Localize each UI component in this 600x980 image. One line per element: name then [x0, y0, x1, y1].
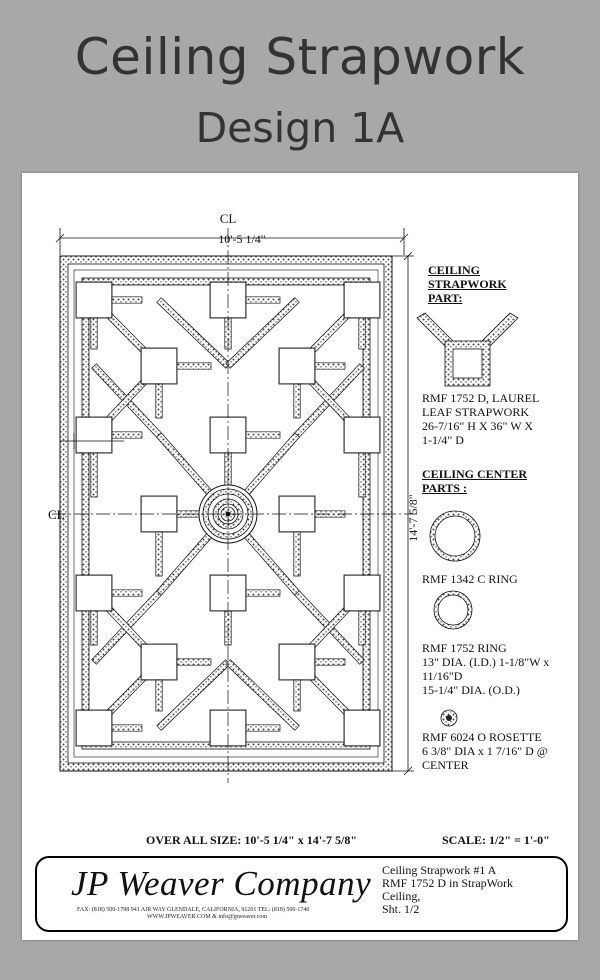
strap-square	[345, 283, 379, 317]
strap-segment	[294, 383, 300, 418]
sheet-info	[382, 864, 513, 916]
ring-1752-label: RMF 1752 RING 13" DIA. (I.D.) 1-1/8"W x 11/16"D 15-1/4" DIA. (O.D.)	[422, 641, 550, 697]
strapwork-part-heading: CEILING STRAPWORK PART:	[428, 263, 507, 305]
strap-segment	[156, 679, 162, 711]
strap-segment	[294, 679, 300, 711]
strap-square	[345, 711, 379, 745]
strap-segment	[176, 659, 211, 665]
strap-square	[280, 349, 314, 383]
centerline-left-label: CL	[48, 507, 65, 522]
strap-segment	[359, 610, 365, 645]
strapwork-part-description: RMF 1752 D, LAUREL LEAF STRAPWORK 26-7/16" H X 36" W X 1-1/4" D	[422, 391, 540, 447]
sheet-type-line: Ceiling,	[382, 889, 421, 903]
sheet-title: Ceiling Strapwork #1 A	[382, 863, 497, 877]
strap-square	[77, 576, 111, 610]
strap-square	[77, 283, 111, 317]
strap-segment	[156, 531, 162, 576]
width-dimension-label: 10'-5 1/4"	[218, 232, 266, 246]
strap-square	[280, 645, 314, 679]
ceiling-center-heading: CEILING CENTER PARTS :	[422, 467, 528, 495]
ring-1342-label: RMF 1342 C RING	[422, 572, 518, 586]
rosette-6024-label: RMF 6024 O ROSETTE 6 3/8" DIA x 1 7/16" D @ CENTER	[422, 730, 548, 772]
rosette-6024-illustration	[441, 710, 457, 726]
strap-segment	[111, 432, 142, 438]
strap-segment	[245, 432, 280, 438]
strapwork-part-illustration	[417, 313, 518, 386]
strap-segment	[111, 297, 142, 303]
strap-segment	[245, 590, 280, 596]
strap-segment	[111, 590, 142, 596]
strap-segment	[91, 610, 97, 645]
strap-segment	[91, 452, 97, 497]
ring-1342-illustration	[430, 511, 480, 561]
height-dimension-label: 14'-7 5/8"	[406, 494, 420, 542]
ring-1752-illustration	[434, 591, 472, 629]
page-title: Ceiling Strapwork	[74, 28, 526, 86]
strap-square	[77, 711, 111, 745]
overall-size-label: OVER ALL SIZE: 10'-5 1/4" x 14'-7 5/8"	[146, 833, 358, 847]
strap-segment	[176, 363, 211, 369]
strap-segment	[314, 659, 345, 665]
strap-square	[345, 418, 379, 452]
strap-square	[142, 645, 176, 679]
strap-square	[142, 349, 176, 383]
company-logo: JP Weaver Company	[71, 864, 372, 903]
sheet-part-line: RMF 1752 D in StrapWork	[382, 876, 514, 890]
strap-segment	[245, 297, 280, 303]
centerline-top-label: CL	[219, 211, 237, 226]
strap-segment	[359, 317, 365, 349]
scale-label: SCALE: 1/2" = 1'-0"	[442, 833, 550, 847]
title-block	[35, 856, 568, 932]
company-web: WWW.JPWEAVER.COM & info@jpweaver.com	[147, 914, 268, 920]
strap-segment	[314, 363, 345, 369]
strap-segment	[359, 452, 365, 497]
strap-square	[77, 418, 111, 452]
strap-segment	[91, 317, 97, 349]
drawing-sheet	[22, 173, 578, 940]
strap-segment	[245, 725, 280, 731]
strap-segment	[156, 383, 162, 418]
strap-square	[345, 576, 379, 610]
sheet-number: Sht. 1/2	[382, 902, 420, 916]
company-address: FAX: (818) 500-1798 941 AIR WAY GLENDALE, CALIFORNIA, 91201 TEL: (818) 500-1740	[77, 907, 310, 913]
strap-segment	[111, 725, 142, 731]
strap-segment	[294, 531, 300, 576]
page-subtitle: Design 1A	[195, 104, 405, 152]
